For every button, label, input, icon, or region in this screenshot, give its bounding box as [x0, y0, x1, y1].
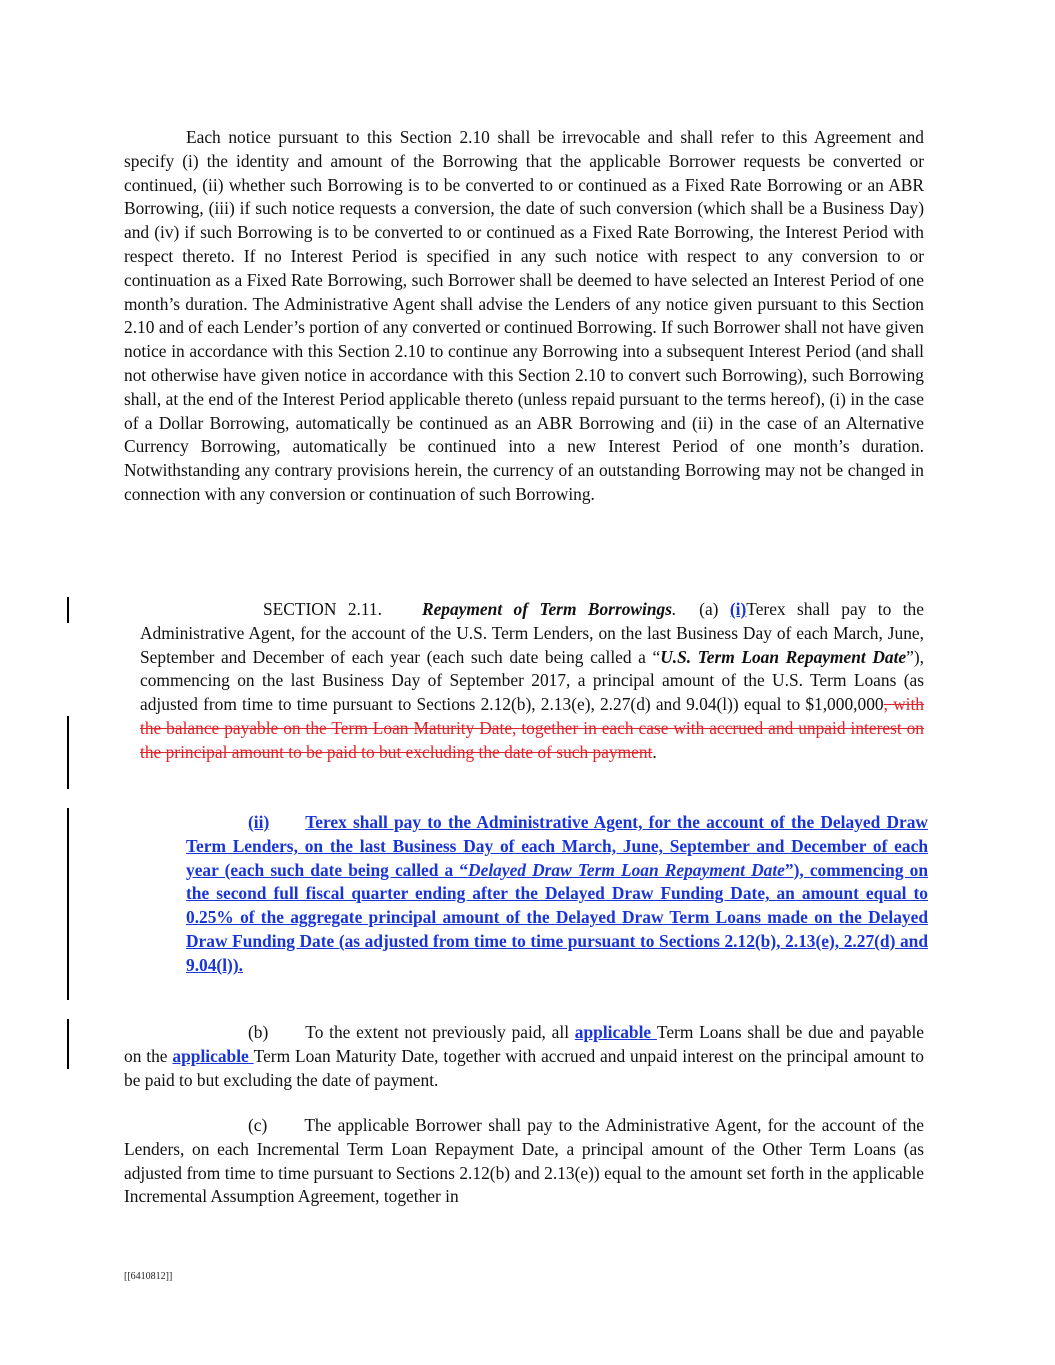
change-bar — [67, 1019, 69, 1069]
section-number: SECTION 2.11. — [263, 599, 382, 619]
defined-term-delayed-draw-date: Delayed Draw Term Loan Repayment Date — [468, 859, 785, 880]
clause-b-text-2: Term Loans shall be due and payable on the — [124, 1022, 924, 1066]
deleted-text: , with the balance payable on the Term Loan Maturity Date, together in each case with accrued and unpaid interest on the principal amount to be paid to but excluding the date of such payment — [140, 694, 924, 762]
clause-a-text-2: ”), commencing on the last Business Day of September 2017, a principal amount of the U.S. Term Loans (as adjusted from time to time pursuant to Sections 2.12(b), 2.13(e), 2.27(d) and 9.04(l)) equal to $1,000,000 — [140, 646, 925, 715]
clause-ii-text-1: Terex shall pay to the Administrative Agent, for the account of the Delayed Draw Term Lenders, on the last Business Day of each March, June, September and December of each year (each such date being called a “ — [186, 812, 928, 880]
clause-b-paragraph — [124, 1021, 924, 1092]
clause-ii-label: (ii) — [248, 812, 270, 832]
inserted-applicable-2: applicable — [172, 1045, 254, 1066]
document-id-footer: [[6410812]] — [124, 1271, 173, 1282]
notice-paragraph — [124, 126, 924, 507]
section-title: Repayment of Term Borrowings — [421, 599, 672, 619]
section-2-11-paragraph: SECTION 2.11. Repayment of Term Borrowings. (a) (i)Terex shall pay to the Administrative Agent, for the account of the U.S. Term Lenders, on the last Business Day of each March, June, September and December of each year (each such date being called a “U.S. Term Loan Repayment Date”), commencing on the last Business Day of September 2017, a principal amount of the U.S. Term Loans (as adjusted from time to time pursuant to Sections 2.12(b), 2.13(e), 2.27(d) and 9.04(l)) equal to $1,000,000, with the balance payable on the Term Loan Maturity Date, together in each case with accrued and unpaid interest on the principal amount to be paid to but excluding the date of such payment. — [140, 599, 925, 762]
clause-a-text-1: Terex shall pay to the Administrative Agent, for the account of the U.S. Term Lenders, on the last Business Day of each March, June, September and December of each year (each such date being called a “ — [140, 599, 924, 667]
clause-b-text-1: To the extent not previously paid, all — [305, 1022, 575, 1042]
clause-a-label: (a) — [699, 599, 719, 619]
inserted-sub-label: (i) — [729, 599, 747, 619]
inserted-applicable-1: applicable — [574, 1022, 657, 1042]
clause-a-end: . — [652, 741, 657, 762]
clause-b-text-3: Term Loan Maturity Date, together with accrued and unpaid interest on the principal amount to be paid to but excluding the date of payment. — [124, 1045, 925, 1090]
notice-paragraph-text: Each notice pursuant to this Section 2.10 shall be irrevocable and shall refer to this Agreement and specify (i) the identity and amount of the Borrowing that the applicable Borrower requests be converted or continued, (ii) whether such Borrowing is to be converted to or continued as a Fixed Rate Borrowing or an ABR Borrowing, (iii) if such notice requests a conversion, the date of such conversion (which shall be a Business Day) and (iv) if such Borrowing is to be converted to or continued as a Fixed Rate Borrowing, the Interest Period with respect thereto. If no Interest Period is specified in any such notice with respect to any conversion to or continuation as a Fixed Rate Borrowing, such Borrower shall be deemed to have selected an Interest Period of one month’s duration. The Administrative Agent shall advise the Lenders of any notice given pursuant to this Section 2.10 and of each Lender’s portion of any converted or continued Borrowing. If such Borrower shall not have given notice in accordance with this Section 2.10 to continue any Borrowing into a subsequent Interest Period (and shall not otherwise have given notice in accordance with this Section 2.10 to convert such Borrowing), such Borrowing shall, at the end of the Interest Period applicable thereto (unless repaid pursuant to the terms hereof), (i) in the case of a Dollar Borrowing, automatically be continued as an ABR Borrowing and (ii) in the case of an Alternative Currency Borrowing, automatically be continued into a new Interest Period of one month’s duration. Notwithstanding any contrary provisions herein, the currency of an outstanding Borrowing may not be changed in connection with any conversion or continuation of such Borrowing. — [124, 127, 924, 504]
change-bar — [67, 716, 69, 789]
change-bar — [67, 808, 69, 1000]
clause-c-label: (c) — [248, 1115, 268, 1135]
clause-c-text: The applicable Borrower shall pay to the Administrative Agent, for the account of the Lenders, on each Incremental Term Loan Repayment Date, a principal amount of the Other Term Loans (as adjusted from time to time pursuant to Sections 2.12(b) and 2.13(e)) equal to the amount set forth in the applicable Incremental Assumption Agreement, together in — [124, 1115, 924, 1207]
change-bar — [67, 597, 69, 623]
defined-term-us-repayment-date: U.S. Term Loan Repayment Date — [660, 646, 907, 667]
clause-ii-text-2: ”), commencing on the second full fiscal quarter ending after the Delayed Draw Funding Date, an amount equal to 0.25% of the aggregate principal amount of the Delayed Draw Term Loans made on the Delayed Draw Funding Date (as adjusted from time to time pursuant to Sections 2.12(b), 2.13(e), 2.27(d) and 9.04(l)). — [186, 859, 928, 975]
clause-b-label: (b) — [248, 1022, 269, 1042]
clause-c-paragraph — [124, 1114, 924, 1209]
inserted-clause-ii — [186, 811, 928, 978]
